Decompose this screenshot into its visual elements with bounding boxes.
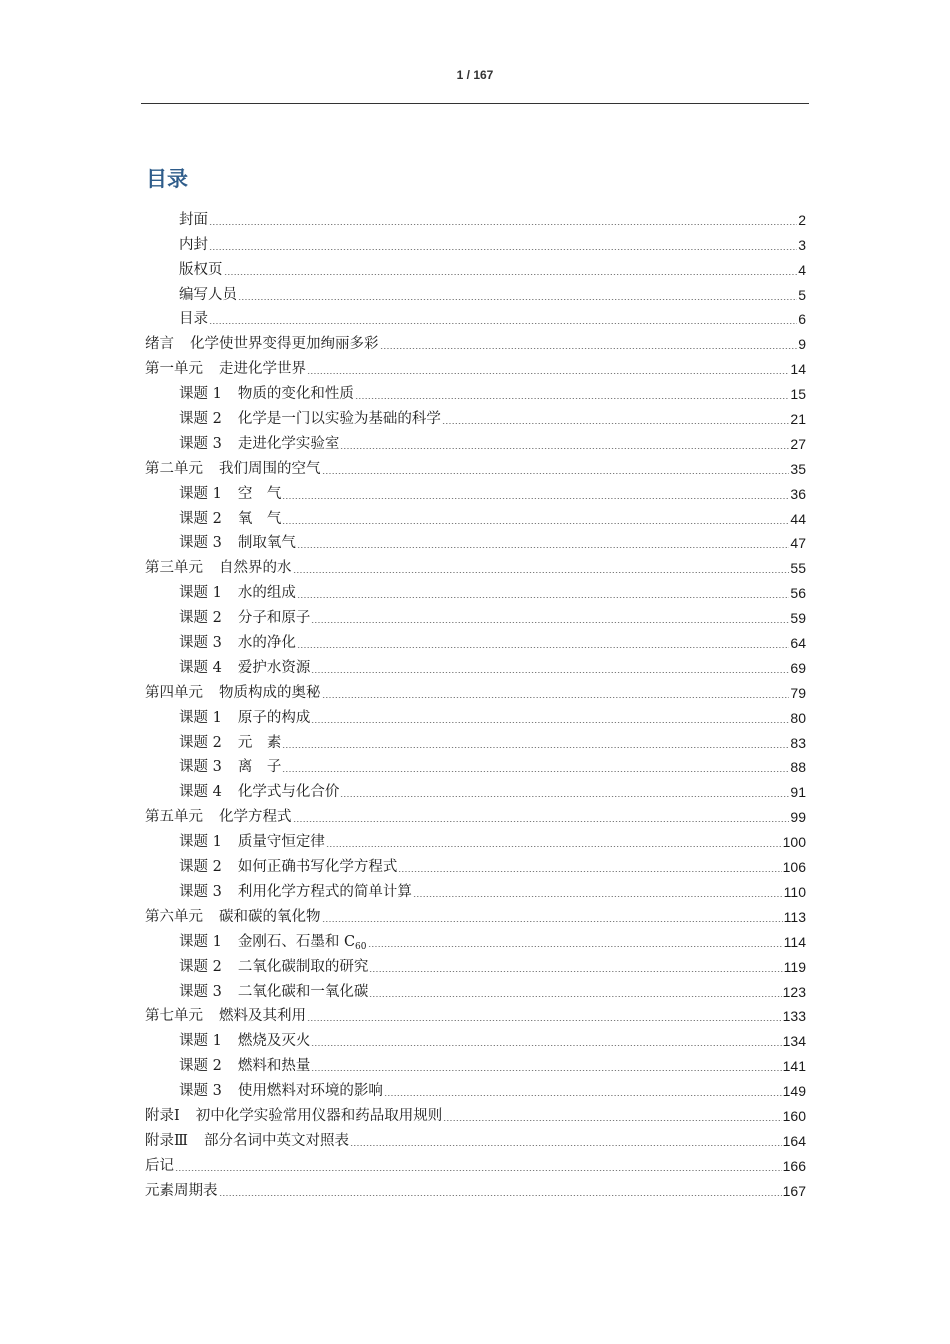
toc-entry-label: [179, 534, 296, 552]
dot-leader: [340, 791, 789, 797]
toc-subentry[interactable]: [145, 652, 806, 677]
toc-entry-title: 原子的构成: [237, 709, 311, 726]
toc-subentry[interactable]: [145, 1075, 806, 1100]
toc-subentry[interactable]: [145, 378, 806, 403]
toc-entry-title: 水的组成: [237, 585, 296, 602]
dot-leader: [282, 742, 789, 748]
toc-entry[interactable]: [145, 801, 806, 826]
toc-entry-number: 课题 4: [179, 784, 222, 801]
toc-subentry[interactable]: [145, 503, 806, 528]
toc-entry-title: 爱护水资源: [237, 659, 311, 676]
toc-entry-number: 绪言: [145, 336, 174, 353]
toc-page-number: 47: [790, 535, 806, 552]
toc-entry-label: [145, 559, 292, 577]
toc-page-number: 114: [783, 933, 806, 950]
toc-entry-title: 利用化学方程式的简单计算: [237, 883, 412, 900]
toc-entry-label: [179, 385, 354, 403]
toc-page-number: 149: [782, 1083, 806, 1100]
toc-entry-label: [179, 211, 208, 229]
dot-leader: [442, 418, 790, 424]
toc-entry-title: 燃料及其利用: [219, 1008, 306, 1025]
toc-page-number: 4: [798, 261, 806, 278]
toc-entry-number: 课题 1: [179, 585, 222, 602]
toc-entry-label: [179, 609, 310, 627]
toc-entry-number: 附录Ⅰ: [145, 1107, 180, 1124]
toc-subentry[interactable]: [145, 926, 806, 951]
dot-leader: [369, 966, 782, 972]
toc-entry-label: [145, 808, 292, 826]
toc-page-number: 83: [790, 734, 806, 751]
dot-leader: [355, 393, 790, 399]
toc-page-number: 80: [790, 709, 806, 726]
toc-entry-title: 化学式与化合价: [237, 784, 340, 801]
toc-entry-title: 金刚石、石墨和 C: [237, 933, 356, 950]
toc-entry-title: 后记: [145, 1157, 174, 1174]
toc-entry-number: 第六单元: [145, 908, 203, 925]
toc-entry-title: 版权页: [179, 261, 223, 278]
toc-subentry[interactable]: [145, 304, 806, 329]
toc-page-number: 79: [790, 684, 806, 701]
toc-entry-label: [145, 908, 321, 926]
dot-leader: [340, 443, 789, 449]
toc-subentry[interactable]: [145, 776, 806, 801]
toc-entry-title: 二氧化碳制取的研究: [237, 958, 369, 975]
toc-page-number: 123: [782, 983, 806, 1000]
toc-entry-label: [145, 1132, 349, 1150]
dot-leader: [311, 667, 789, 673]
toc-subentry[interactable]: [145, 478, 806, 503]
dot-leader: [380, 343, 798, 349]
dot-leader: [322, 916, 783, 922]
toc-entry-title: 化学方程式: [219, 809, 292, 826]
dot-leader: [311, 717, 789, 723]
toc-entry-label: [179, 983, 368, 1001]
toc-page-number: 99: [790, 809, 806, 826]
toc-entry-title: 目录: [179, 311, 208, 328]
toc-entry-number: 课题 3: [179, 759, 222, 776]
toc-page-number: 160: [782, 1107, 806, 1124]
toc-entry-label: [179, 410, 441, 428]
toc-subentry[interactable]: [145, 702, 806, 727]
toc-entry[interactable]: [145, 1150, 806, 1175]
toc-entry-number: 第五单元: [145, 809, 203, 826]
toc-entry-label: [179, 1082, 383, 1100]
toc-title: 目录: [146, 167, 188, 191]
toc-page-number: 2: [798, 211, 806, 228]
toc-entry-number: 第一单元: [145, 361, 203, 378]
toc-entry-number: 附录Ⅲ: [145, 1132, 188, 1149]
toc-entry-number: 第三单元: [145, 560, 203, 577]
toc-entry-title: 编写人员: [179, 286, 237, 303]
toc-page-number: 36: [790, 485, 806, 502]
dot-leader: [307, 368, 789, 374]
toc-entry-subscript: 60: [355, 941, 367, 952]
dot-leader: [219, 1190, 782, 1196]
toc-entry-number: 课题 3: [179, 1083, 222, 1100]
toc-entry-title: 燃烧及灭火: [237, 1033, 311, 1050]
dot-leader: [297, 642, 790, 648]
dot-leader: [297, 592, 790, 598]
toc-entry-number: 课题 4: [179, 659, 222, 676]
toc-entry-label: [145, 460, 321, 478]
toc-page-number: 9: [798, 336, 806, 353]
toc-subentry[interactable]: [145, 602, 806, 627]
toc-entry-number: 课题 2: [179, 610, 222, 627]
toc-page-number: 6: [798, 311, 806, 328]
toc-entry-title: 水的净化: [237, 635, 296, 652]
toc-entry[interactable]: [145, 353, 806, 378]
toc-entry-number: 课题 1: [179, 485, 222, 502]
dot-leader: [238, 294, 797, 300]
dot-leader: [350, 1140, 782, 1146]
toc-entry-title: 元素周期表: [145, 1182, 218, 1199]
toc-entry-label: [179, 958, 368, 976]
toc-entry[interactable]: [145, 453, 806, 478]
toc-page-number: 134: [782, 1033, 806, 1050]
toc-subentry[interactable]: [145, 403, 806, 428]
toc-entry-number: 课题 2: [179, 510, 222, 527]
dot-leader: [293, 816, 790, 822]
toc-entry[interactable]: [145, 1100, 806, 1125]
toc-page-number: 64: [790, 635, 806, 652]
dot-leader: [175, 1165, 782, 1171]
toc-entry-title: 我们周围的空气: [219, 460, 321, 477]
toc-entry-label: [179, 1032, 310, 1050]
toc-entry[interactable]: [145, 552, 806, 577]
toc-entry-label: [145, 684, 321, 702]
toc-subentry[interactable]: [145, 876, 806, 901]
toc-page-number: 15: [790, 386, 806, 403]
toc-entry-number: 课题 2: [179, 411, 222, 428]
toc-entry-label: [179, 261, 223, 279]
table-of-contents: [145, 204, 806, 1200]
toc-entry[interactable]: [145, 328, 806, 353]
dot-leader: [413, 891, 783, 897]
toc-entry-label: [145, 1107, 442, 1125]
dot-leader: [209, 318, 797, 324]
toc-entry[interactable]: [145, 677, 806, 702]
toc-entry-number: 课题 2: [179, 859, 222, 876]
toc-page-number: 5: [798, 286, 806, 303]
toc-entry-label: [145, 1157, 174, 1175]
toc-subentry[interactable]: [145, 1050, 806, 1075]
toc-subentry[interactable]: [145, 279, 806, 304]
page-indicator: 1 / 167: [456, 68, 494, 82]
toc-page-number: 35: [790, 460, 806, 477]
toc-page-number: 113: [783, 908, 806, 925]
toc-entry-number: 课题 2: [179, 958, 222, 975]
toc-subentry[interactable]: [145, 727, 806, 752]
dot-leader: [293, 567, 790, 573]
toc-entry-title: 物质构成的奥秘: [219, 684, 321, 701]
dot-leader: [311, 1040, 781, 1046]
dot-leader: [307, 1015, 782, 1021]
toc-entry-title: 使用燃料对环境的影响: [237, 1083, 383, 1100]
toc-entry[interactable]: [145, 1001, 806, 1026]
dot-leader: [443, 1115, 781, 1121]
toc-page-number: 44: [790, 510, 806, 527]
toc-subentry[interactable]: [145, 528, 806, 553]
toc-entry-title: 燃料和热量: [237, 1058, 311, 1075]
toc-entry-title: 走进化学实验室: [237, 435, 340, 452]
toc-entry-number: 课题 1: [179, 933, 222, 950]
dot-leader: [398, 866, 781, 872]
toc-entry-title: 封面: [179, 211, 208, 228]
toc-entry-label: [145, 335, 379, 353]
toc-entry-title: 走进化学世界: [219, 361, 306, 378]
dot-leader: [326, 841, 782, 847]
dot-leader: [209, 219, 797, 225]
toc-entry-title: 化学是一门以实验为基础的科学: [237, 411, 441, 428]
toc-page-number: 167: [782, 1182, 806, 1199]
toc-entry-number: 课题 3: [179, 535, 222, 552]
toc-entry-label: [179, 734, 281, 752]
toc-entry-number: 课题 1: [179, 1033, 222, 1050]
toc-subentry[interactable]: [145, 752, 806, 777]
header-divider: [141, 103, 809, 104]
toc-entry[interactable]: [145, 1125, 806, 1150]
toc-subentry[interactable]: [145, 1025, 806, 1050]
toc-page-number: 133: [782, 1008, 806, 1025]
dot-leader: [209, 244, 797, 250]
toc-page-number: 14: [790, 361, 806, 378]
toc-entry-title: 质量守恒定律: [237, 834, 325, 851]
toc-entry-label: [179, 659, 310, 677]
toc-page-number: 106: [782, 859, 806, 876]
toc-entry-number: 课题 2: [179, 734, 222, 751]
toc-entry-number: 第七单元: [145, 1008, 203, 1025]
toc-page-number: 56: [790, 585, 806, 602]
dot-leader: [368, 941, 783, 947]
toc-entry-number: 课题 1: [179, 834, 222, 851]
dot-leader: [282, 518, 789, 524]
dot-leader: [297, 542, 790, 548]
toc-entry-title: 物质的变化和性质: [237, 386, 354, 403]
dot-leader: [384, 1090, 782, 1096]
toc-entry-label: [179, 858, 397, 876]
dot-leader: [224, 269, 798, 275]
toc-entry-label: [179, 236, 208, 254]
toc-page-number: 88: [790, 759, 806, 776]
toc-entry-number: 课题 3: [179, 983, 222, 1000]
toc-entry-title: 内封: [179, 236, 208, 253]
dot-leader: [311, 1065, 781, 1071]
toc-subentry[interactable]: [145, 976, 806, 1001]
toc-entry-title: 部分名词中英文对照表: [203, 1132, 349, 1149]
toc-page-number: 3: [798, 236, 806, 253]
toc-entry-label: [179, 634, 296, 652]
toc-entry-label: [179, 833, 325, 851]
toc-entry-number: 课题 3: [179, 435, 222, 452]
toc-entry-label: [145, 1007, 306, 1025]
toc-subentry[interactable]: [145, 826, 806, 851]
toc-page-number: 164: [782, 1132, 806, 1149]
toc-entry-title: 空 气: [237, 485, 282, 502]
toc-entry-label: [179, 933, 367, 951]
toc-subentry[interactable]: [145, 951, 806, 976]
toc-entry-title: 化学使世界变得更加绚丽多彩: [190, 336, 379, 353]
toc-entry-label: [179, 584, 296, 602]
toc-subentry[interactable]: [145, 428, 806, 453]
toc-entry-title: 离 子: [237, 759, 282, 776]
toc-entry-title: 碳和碳的氧化物: [219, 908, 321, 925]
toc-page-number: 91: [790, 784, 806, 801]
toc-entry-label: [179, 783, 339, 801]
dot-leader: [369, 991, 781, 997]
toc-entry-label: [179, 435, 339, 453]
toc-entry-label: [179, 510, 281, 528]
dot-leader: [282, 766, 789, 772]
toc-entry-title: 如何正确书写化学方程式: [237, 859, 398, 876]
toc-subentry[interactable]: [145, 577, 806, 602]
toc-entry-title: 制取氧气: [237, 535, 296, 552]
toc-entry-label: [145, 360, 306, 378]
toc-entry-title: 自然界的水: [219, 560, 292, 577]
toc-entry-number: 第二单元: [145, 460, 203, 477]
toc-entry[interactable]: [145, 901, 806, 926]
toc-subentry[interactable]: [145, 254, 806, 279]
toc-subentry[interactable]: [145, 627, 806, 652]
toc-entry-number: 第四单元: [145, 684, 203, 701]
dot-leader: [322, 468, 790, 474]
toc-entry-label: [179, 1057, 310, 1075]
toc-subentry[interactable]: [145, 229, 806, 254]
toc-entry-number: 课题 3: [179, 883, 222, 900]
toc-entry-title: 元 素: [237, 734, 282, 751]
toc-page-number: 119: [783, 958, 806, 975]
toc-page-number: 59: [790, 610, 806, 627]
dot-leader: [282, 493, 789, 499]
toc-entry-label: [179, 709, 310, 727]
toc-entry-title: 二氧化碳和一氧化碳: [237, 983, 369, 1000]
toc-entry-label: [179, 310, 208, 328]
dot-leader: [311, 617, 789, 623]
toc-entry-number: 课题 1: [179, 386, 222, 403]
dot-leader: [322, 692, 790, 698]
toc-page-number: 166: [782, 1157, 806, 1174]
toc-page-number: 100: [782, 834, 806, 851]
toc-entry-title: 氧 气: [237, 510, 282, 527]
toc-entry-label: [145, 1182, 218, 1200]
toc-entry-label: [179, 485, 281, 503]
toc-entry-number: 课题 3: [179, 635, 222, 652]
toc-page-number: 141: [782, 1058, 806, 1075]
toc-page-number: 27: [790, 435, 806, 452]
toc-entry-label: [179, 883, 412, 901]
toc-entry-title: 初中化学实验常用仪器和药品取用规则: [195, 1107, 443, 1124]
toc-subentry[interactable]: [145, 204, 806, 229]
toc-entry-number: 课题 1: [179, 709, 222, 726]
toc-subentry[interactable]: [145, 851, 806, 876]
toc-page-number: 110: [783, 883, 806, 900]
toc-entry-number: 课题 2: [179, 1058, 222, 1075]
toc-page-number: 69: [790, 659, 806, 676]
toc-entry[interactable]: [145, 1175, 806, 1200]
toc-entry-label: [179, 286, 237, 304]
toc-entry-title: 分子和原子: [237, 610, 311, 627]
toc-page-number: 55: [790, 560, 806, 577]
toc-entry-label: [179, 758, 281, 776]
toc-page-number: 21: [790, 411, 806, 428]
